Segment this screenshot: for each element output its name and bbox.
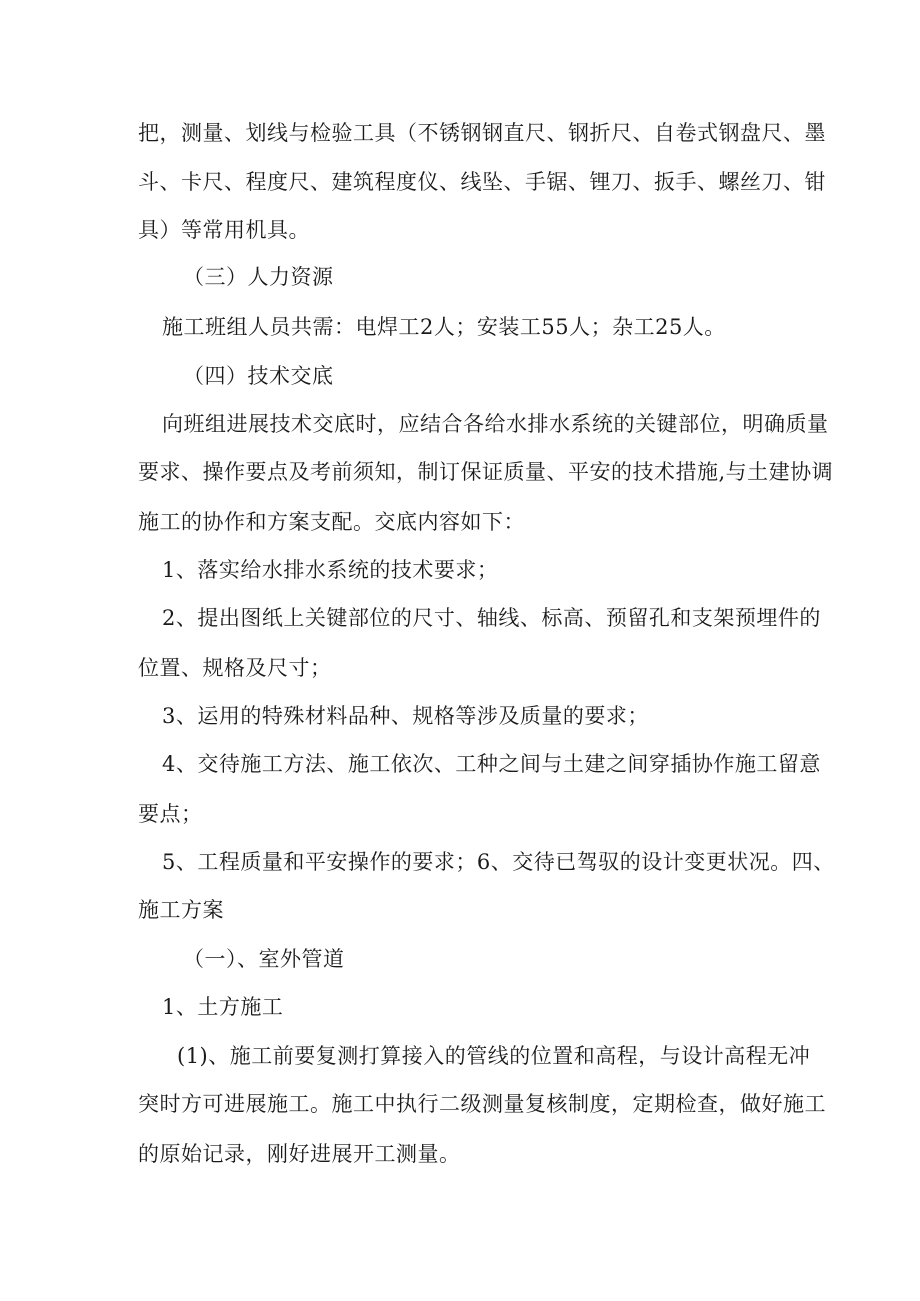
text-line-9: 施工的协作和方案支配。交底内容如下： xyxy=(138,510,525,534)
list-item-3: 3、运用的特殊材料品种、规格等涉及质量的要求； xyxy=(162,704,649,728)
text-line-21: 突时方可进展施工。施工中执行二级测量复核制度，定期检查，做好施工 xyxy=(138,1092,826,1116)
text-line-8: 要求、操作要点及考前须知，制订保证质量、平安的技术措施,与土建协调 xyxy=(138,460,834,484)
section-heading-outdoor-pipes: （一）、室外管道 xyxy=(183,947,345,971)
list-item-5: 5、工程质量和平安操作的要求；6、交待已驾驭的设计变更状况。四、 xyxy=(162,850,835,874)
section-heading-technical-briefing: （四）技术交底 xyxy=(183,364,334,388)
list-item-5-continued: 施工方案 xyxy=(138,898,224,922)
list-item-4-continued: 要点； xyxy=(138,802,203,826)
text-line-20: (1)、施工前要复测打算接入的管线的位置和高程，与设计高程无冲 xyxy=(177,1044,811,1068)
section-heading-human-resources: （三）人力资源 xyxy=(183,265,334,289)
text-line-5: 施工班组人员共需：电焊工2人；安装工55人；杂工25人。 xyxy=(162,315,726,339)
list-item-1: 1、落实给水排水系统的技术要求； xyxy=(162,558,499,582)
text-line-1: 把，测量、划线与检验工具（不锈钢钢直尺、钢折尺、自卷式钢盘尺、墨 xyxy=(138,121,826,145)
text-line-3: 具）等常用机具。 xyxy=(138,218,310,242)
list-item-2: 2、提出图纸上关键部位的尺寸、轴线、标高、预留孔和支架预埋件的 xyxy=(162,606,821,630)
subsection-heading-earthwork: 1、土方施工 xyxy=(162,995,284,1019)
text-line-2: 斗、卡尺、程度尺、建筑程度仪、线坠、手锯、锂刀、扳手、螺丝刀、钳 xyxy=(138,170,826,194)
list-item-4: 4、交待施工方法、施工依次、工种之间与土建之间穿插协作施工留意 xyxy=(162,752,821,776)
list-item-2-continued: 位置、规格及尺寸； xyxy=(138,656,332,680)
text-line-22: 的原始记录，刚好进展开工测量。 xyxy=(138,1142,461,1166)
text-line-7: 向班组进展技术交底时，应结合各给水排水系统的关键部位，明确质量 xyxy=(162,412,829,436)
